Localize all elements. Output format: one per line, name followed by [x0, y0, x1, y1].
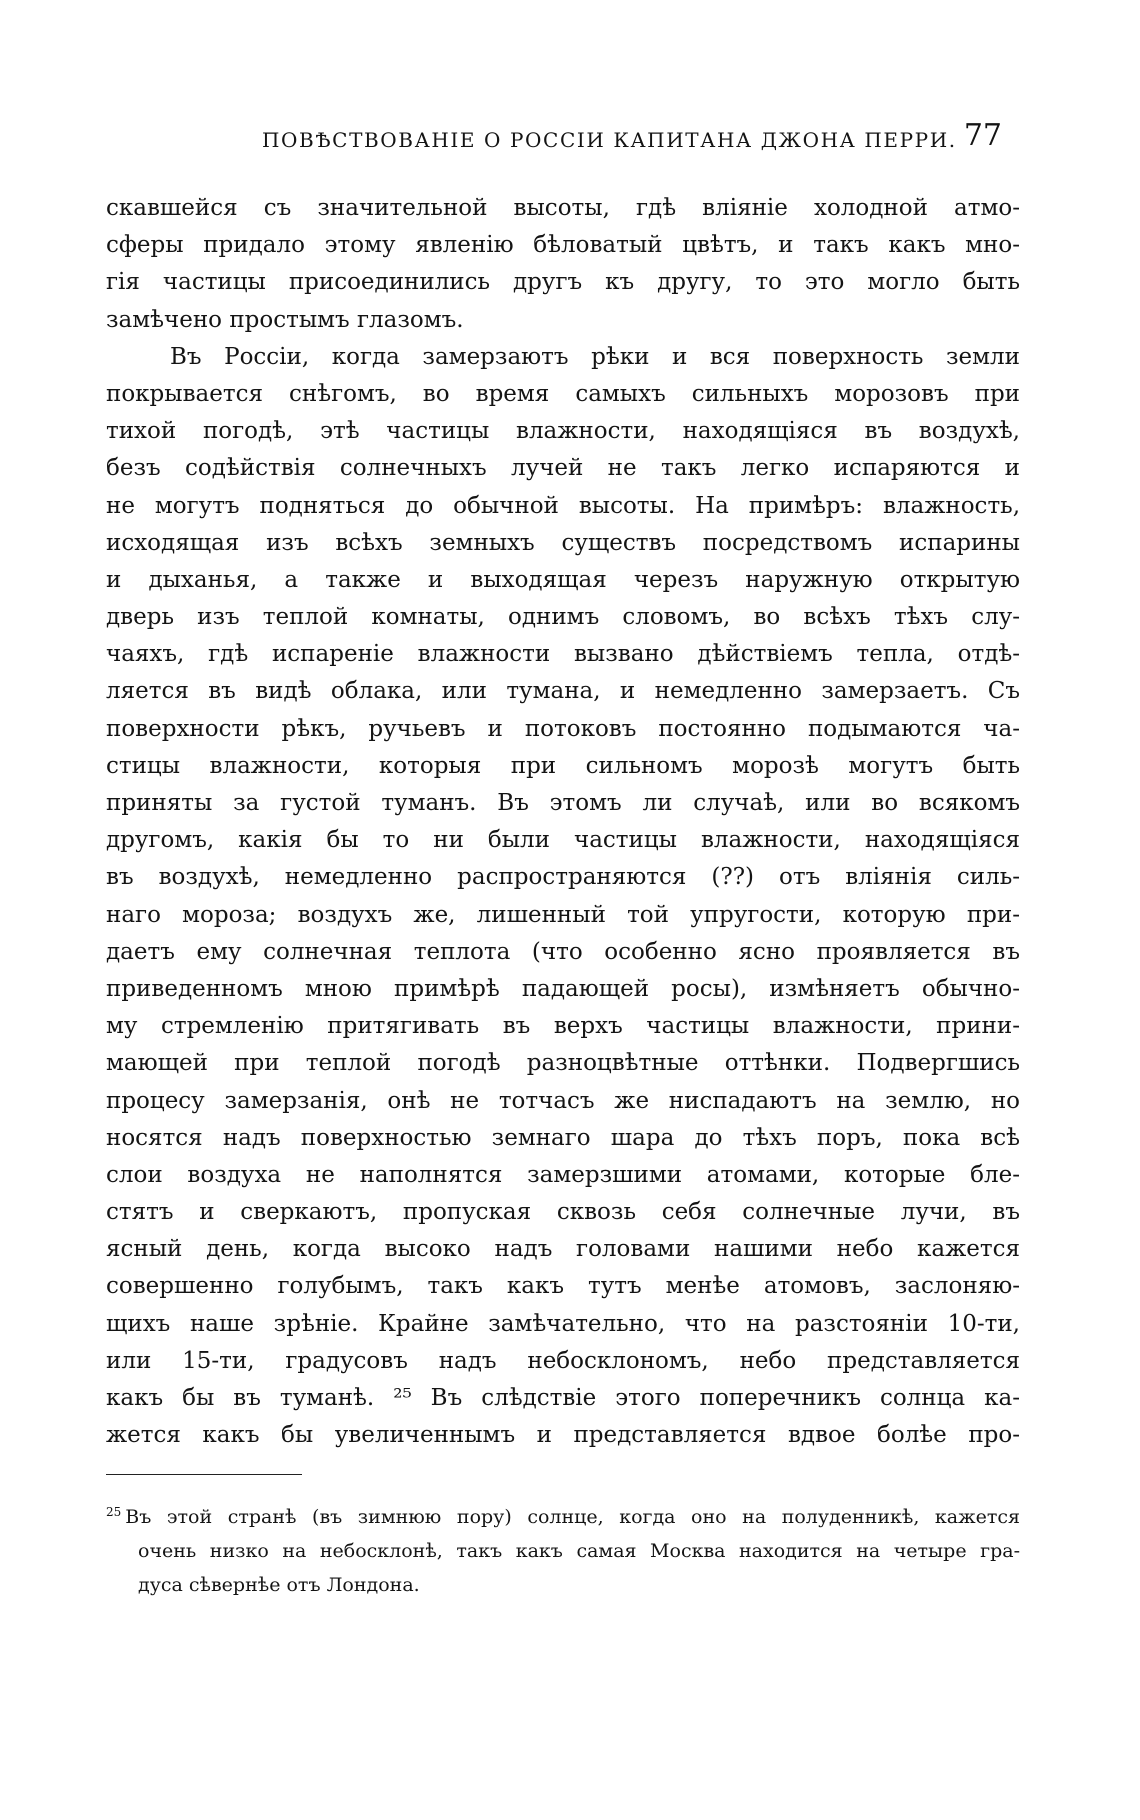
text-line: му стремленію притягивать въ верхъ частицы влажности, прини-	[106, 1013, 1020, 1040]
running-title: ПОВѢСТВОВАНІЕ О РОССІИ КАПИТАНА ДЖОНА ПЕРРИ.	[262, 128, 957, 152]
footnote	[106, 1500, 1020, 1602]
footnote-mark: 25	[106, 1504, 122, 1519]
text-line: дверь изъ теплой комнаты, однимъ словомъ, во всѣхъ тѣхъ слу-	[106, 604, 1020, 631]
text-line: мающей при теплой погодѣ разноцвѣтные оттѣнки. Подвергшись	[106, 1050, 1020, 1077]
text-line: даетъ ему солнечная теплота (что особенно ясно проявляется въ	[106, 938, 1020, 965]
text-line: чаяхъ, гдѣ испареніе влажности вызвано дѣйствіемъ тепла, отдѣ-	[106, 641, 1020, 668]
text-line: стицы влажности, которыя при сильномъ морозѣ могутъ быть	[106, 752, 1020, 779]
footnote-line: дуса сѣвернѣе отъ Лондона.	[138, 1574, 420, 1596]
text-line: другомъ, какія бы то ни были частицы влажности, находящіяся	[106, 827, 1020, 854]
paragraph-start-line: Въ Россіи, когда замерзаютъ рѣки и вся поверхность земли	[170, 343, 1020, 370]
footnote-text: Въ этой странѣ (въ зимнюю пору) солнце, когда оно на полуденникѣ, кажется	[125, 1506, 1020, 1528]
text-line: замѣчено простымъ глазомъ.	[106, 306, 464, 333]
text-line: наго мороза; воздухъ же, лишенный той упругости, которую при-	[106, 901, 1020, 928]
text-line: ляется въ видѣ облака, или тумана, и немедленно замерзаетъ. Съ	[106, 678, 1020, 705]
text-line: приведенномъ мною примѣрѣ падающей росы), измѣняетъ обычно-	[106, 975, 1020, 1002]
text-line: исходящая изъ всѣхъ земныхъ существъ посредствомъ испарины	[106, 529, 1020, 556]
text-line: не могутъ подняться до обычной высоты. На примѣръ: влажность,	[106, 492, 1020, 519]
text-line: и дыханья, а также и выходящая черезъ наружную открытую	[106, 566, 1020, 593]
text-line: покрывается снѣгомъ, во время самыхъ сильныхъ морозовъ при	[106, 380, 1020, 407]
page-number: 77	[963, 118, 1002, 153]
footnote-line: очень низко на небосклонѣ, такъ какъ самая Москва находится на четыре гра-	[138, 1540, 1020, 1562]
text-line: какъ бы въ туманѣ. ²⁵ Въ слѣдствіе этого поперечникъ солнца ка-	[106, 1385, 1020, 1411]
text-line: поверхности рѣкъ, ручьевъ и потоковъ постоянно подымаются ча-	[106, 715, 1020, 742]
text-line: жется какъ бы увеличеннымъ и представляется вдвое болѣе про-	[106, 1422, 1020, 1449]
text-line: носятся надъ поверхностью земнаго шара до тѣхъ поръ, пока всѣ	[106, 1124, 1020, 1151]
text-line: процесу замерзанія, онѣ не тотчасъ же ниспадаютъ на землю, но	[106, 1087, 1020, 1114]
text-line: безъ содѣйствія солнечныхъ лучей не такъ легко испаряются и	[106, 455, 1020, 482]
text-line: приняты за густой туманъ. Въ этомъ ли случаѣ, или во всякомъ	[106, 790, 1020, 816]
text-line: совершенно голубымъ, такъ какъ тутъ менѣе атомовъ, заслоняю-	[106, 1273, 1020, 1300]
text-line: стятъ и сверкаютъ, пропуская сквозь себя солнечные лучи, въ	[106, 1199, 1020, 1226]
text-line: или 15-ти, градусовъ надъ небосклономъ, небо представляется	[106, 1347, 1020, 1374]
text-line: тихой погодѣ, этѣ частицы влажности, находящіяся въ воздухѣ,	[106, 418, 1020, 445]
footnote-line	[106, 1500, 1020, 1534]
footnote-rule	[106, 1474, 302, 1475]
text-line: гія частицы присоединились другъ къ другу, то это могло быть	[106, 269, 1020, 296]
text-line: слои воздуха не наполнятся замерзшими атомами, которые бле-	[106, 1161, 1020, 1188]
text-line: ясный день, когда высоко надъ головами нашими небо кажется	[106, 1236, 1020, 1263]
body-text	[106, 190, 1020, 1454]
text-line: сферы придало этому явленію бѣловатый цвѣтъ, и такъ какъ мно-	[106, 232, 1020, 259]
running-head	[262, 118, 1002, 158]
text-line: щихъ наше зрѣніе. Крайне замѣчательно, что на разстояніи 10-ти,	[106, 1310, 1020, 1337]
text-line: въ воздухѣ, немедленно распространяются (??) отъ вліянія силь-	[106, 864, 1020, 891]
text-line: скавшейся съ значительной высоты, гдѣ вліяніе холодной атмо-	[106, 195, 1020, 221]
